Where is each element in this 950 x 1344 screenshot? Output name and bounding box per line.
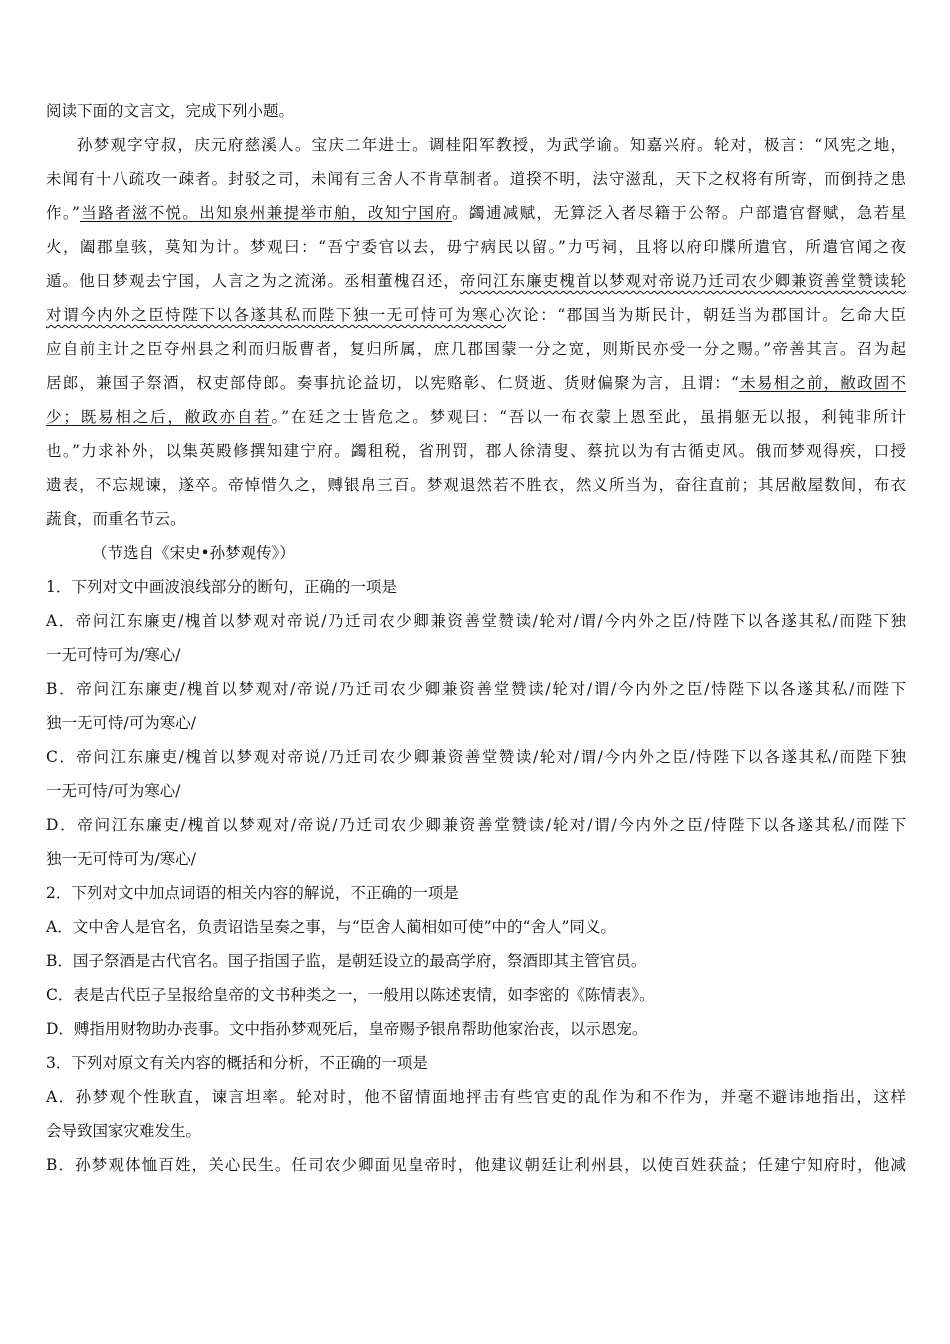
option-b: B．帝问江东廉吏/槐首以梦观对/帝说/乃迁司农少卿兼资善堂赞读/轮对/谓/今内外之臣/恃陛下以各遂其私/而陛下 [46,680,906,698]
option-b: B．国子祭酒是古代官名。国子指国子监，是朝廷设立的最高学府，祭酒即其主管官员。 [46,952,647,970]
passage-line: 孙梦观字守叔，庆元府慈溪人。宝庆二年进士。调桂阳军教授，为武学谕。知嘉兴府。轮对，极言：“风宪之地， [77,136,906,154]
option-a: A．孙梦观个性耿直，谏言坦率。轮对时，他不留情面地抨击有些官吏的乱作为和不作为，并毫不避讳地指出，这样 [46,1088,906,1106]
passage-line [46,196,906,230]
passage-line: 未闻有十八疏攻一疎者。封驳之司，未闻有三舍人不肯草制者。道揆不明，法守滋乱，天下之权将有所寄，而倒持之患 [46,170,906,188]
question-1 [46,570,906,876]
passage-text: 居郎，兼国子祭酒，权吏部侍郎。奏事抗论益切，以宪赂彰、仁贤逝、货财偏聚为言，且谓：“ [46,374,739,392]
passage-text: 。”在廷之士皆危之。梦观曰：“吾以一布衣蒙上恩至此，虽捐躯无以报，利钝非所计 [271,408,906,426]
passage-source: （节选自《宋史•孙梦观传》） [92,544,295,562]
question-3 [46,1046,906,1182]
option-a-cont: 会导致国家灾难发生。 [46,1122,202,1140]
option-d: D．帝问江东廉吏/槐首以梦观对/帝说/乃迁司农少卿兼资善堂赞读/轮对/谓/今内外之臣/恃陛下以各遂其私/而陛下 [46,816,906,834]
classical-passage [46,128,906,570]
passage-line: 遗表，不忘规谏，遂卒。帝悼惜久之，赙银帛三百。梦观退然若不胜衣，然义所当为，奋往直前；其居敝屋数间，布衣 [46,476,906,494]
option-c: C．帝问江东廉吏/槐首以梦观对帝说/乃迁司农少卿兼资善堂赞读/轮对/谓/今内外之臣/恃陛下以各遂其私/而陛下独 [46,748,906,766]
option-d-cont: 独一无可恃可为/寒心/ [46,850,196,868]
question-stem: 2．下列对文中加点词语的相关内容的解说，不正确的一项是 [46,884,459,902]
underlined-sentence: 少；既易相之后，敝政亦自若 [46,408,272,426]
option-b-cont: 独一无可恃/可为寒心/ [46,714,196,732]
underlined-sentence: 未易相之前，敝政固不 [738,374,906,392]
question-stem: 1．下列对文中画波浪线部分的断句，正确的一项是 [46,578,397,596]
passage-line [46,366,906,400]
passage-line [46,264,906,298]
underlined-sentence: 当路者滋不悦。出知泉州兼提举市舶，改知宁国府 [79,204,453,222]
option-a-cont: 一无可恃可为/寒心/ [46,646,181,664]
passage-text: 。蠲逋减赋，无算泛入者尽籍于公帑。户部遣官督赋，急若星 [452,204,906,222]
passage-line: 也。”力求补外，以集英殿修撰知建宁府。蠲租税，省刑罚，郡人徐清叟、蔡抗以为有古循吏风。俄而梦观得疾，口授 [46,442,906,460]
wavy-underlined-text: 帝问江东廉吏槐首以梦观对帝说乃迁司农少卿兼资善堂赞读轮 [459,272,906,290]
option-c: C．表是古代臣子呈报给皇帝的文书种类之一，一般用以陈述衷情，如李密的《陈情表》。 [46,986,655,1004]
option-b: B．孙梦观体恤百姓，关心民生。任司农少卿面见皇帝时，他建议朝廷让利州县，以使百姓获益；任建宁知府时，他减 [46,1156,906,1174]
passage-text: 遁。他日梦观去宁国，人言之为之流涕。丞相董槐召还， [46,272,460,290]
passage-line: 蔬食，而重名节云。 [46,510,186,528]
wavy-underlined-text: 对谓今内外之臣恃陛下以各遂其私而陛下独一无可恃可为寒心 [46,306,507,324]
passage-line: 火，阖郡皇骇，莫知为计。梦观曰：“吾宁委官以去，毋宁病民以留。”力丐祠，且将以府印牒所遣官，所遣官闻之夜 [46,238,906,256]
question-stem: 3．下列对原文有关内容的概括和分析，不正确的一项是 [46,1054,428,1072]
instruction: 阅读下面的文言文，完成下列小题。 [46,102,295,120]
passage-line: 应自前主计之臣夺州县之利而归版曹者，复归所属，庶几郡国蒙一分之宽，则斯民亦受一分之赐。”帝善其言。召为起 [46,340,906,358]
exam-page [46,94,906,1182]
passage-line [46,400,906,434]
option-d: D．赙指用财物助办丧事。文中指孙梦观死后，皇帝赐予银帛帮助他家治丧，以示恩宠。 [46,1020,648,1038]
passage-line [46,298,906,332]
question-2 [46,876,906,1046]
passage-text: 次论：“郡国当为斯民计，朝廷当为郡国计。乞命大臣 [506,306,906,324]
option-a: A．帝问江东廉吏/槐首以梦观对帝说/乃迁司农少卿兼资善堂赞读/轮对/谓/今内外之臣/恃陛下以各遂其私/而陛下独 [46,612,906,630]
option-a: A．文中舍人是官名，负责诏诰呈奏之事，与“臣舍人蔺相如可使”中的“舍人”同义。 [46,918,616,936]
option-c-cont: 一无可恃/可为寒心/ [46,782,181,800]
passage-text: 作。” [46,204,80,222]
